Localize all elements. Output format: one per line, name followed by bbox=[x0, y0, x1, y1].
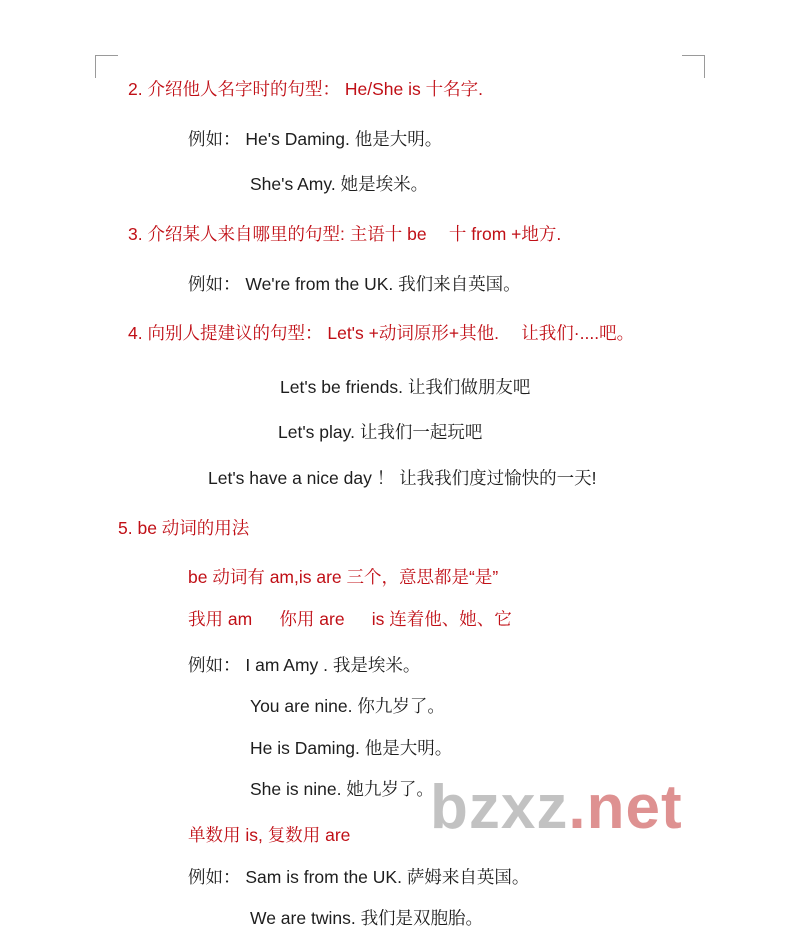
example-label: 例如： bbox=[188, 273, 241, 294]
example-en: She's Amy. bbox=[250, 174, 336, 195]
example-cn: 她九岁了。 bbox=[346, 779, 434, 800]
example-en: Let's play. bbox=[278, 422, 355, 443]
example-cn: 我们来自英国。 bbox=[398, 273, 521, 294]
section-title-cn-5: be 动词的用法 bbox=[137, 517, 250, 538]
example-line bbox=[250, 737, 740, 761]
section-pattern-3: 主语十 be 十 from +地方. bbox=[349, 223, 562, 244]
example-cn: 让我我们度过愉快的一天! bbox=[399, 468, 597, 488]
example-en: We are twins. bbox=[250, 908, 356, 929]
example-line bbox=[250, 907, 740, 931]
example-en: Let's have a nice day ！ bbox=[208, 468, 395, 488]
example-line bbox=[250, 173, 740, 197]
example-cn: 她是埃米。 bbox=[340, 174, 429, 195]
section-pattern-4: Let's +动词原形+其他. 让我们·....吧。 bbox=[327, 323, 635, 344]
section-title-cn-2: 介绍他人名字时的句型： bbox=[147, 79, 340, 99]
example-line bbox=[278, 421, 740, 445]
be-rule-3: 单数用 is, 复数用 are bbox=[188, 825, 351, 845]
section-title-cn-3: 介绍某人来自哪里的句型: bbox=[147, 223, 345, 244]
example-line bbox=[188, 128, 740, 152]
section-heading-4 bbox=[128, 322, 740, 346]
example-cn: 萨姆来自英国。 bbox=[406, 866, 530, 887]
example-en: You are nine. bbox=[250, 696, 353, 717]
section-number-5: 5. bbox=[118, 517, 133, 538]
section-number-4: 4. bbox=[128, 323, 143, 344]
section-heading-5 bbox=[118, 517, 740, 541]
section-heading-3 bbox=[128, 223, 740, 247]
example-label: 例如： bbox=[188, 654, 241, 675]
section-number-2: 2. bbox=[128, 79, 143, 99]
example-cn: 你九岁了。 bbox=[357, 696, 445, 717]
example-line bbox=[250, 778, 740, 802]
example-line bbox=[280, 376, 740, 400]
example-en: He is Daming. bbox=[250, 737, 360, 758]
example-line bbox=[188, 866, 740, 890]
example-en: He's Daming. bbox=[245, 128, 350, 149]
section-heading-2 bbox=[128, 78, 740, 102]
example-en: Sam is from the UK. bbox=[245, 866, 402, 887]
example-en: I am Amy . bbox=[245, 654, 329, 675]
example-cn: 他是大明。 bbox=[364, 737, 453, 758]
example-en: We're from the UK. bbox=[245, 273, 394, 294]
example-cn: 让我们一起玩吧 bbox=[359, 422, 483, 443]
example-cn: 他是大明。 bbox=[354, 128, 443, 149]
watermark-text-primary: bzxz bbox=[430, 773, 569, 842]
crop-mark-top-right bbox=[682, 55, 705, 78]
section-pattern-2: He/She is 十名字. bbox=[344, 79, 483, 99]
example-label: 例如： bbox=[188, 128, 241, 149]
example-line bbox=[250, 695, 740, 719]
example-line bbox=[208, 467, 740, 491]
section-number-3: 3. bbox=[128, 223, 143, 244]
example-en: Let's be friends. bbox=[280, 376, 403, 397]
example-line bbox=[188, 654, 740, 678]
example-en: She is nine. bbox=[250, 779, 342, 800]
example-cn: 让我们做朋友吧 bbox=[407, 376, 531, 397]
crop-mark-top-left bbox=[95, 55, 118, 78]
example-cn: 我们是双胞胎。 bbox=[360, 908, 484, 929]
example-label: 例如： bbox=[188, 866, 241, 887]
example-cn: 我是埃米。 bbox=[332, 654, 421, 675]
section-title-cn-4: 向别人提建议的句型： bbox=[147, 323, 323, 344]
be-rule-1: be 动词有 am,is are 三个，意思都是“是” bbox=[188, 567, 499, 588]
watermark-text-secondary: .net bbox=[568, 773, 683, 842]
be-rule-2: 我用 am 你用 are is 连着他、她、它 bbox=[188, 608, 512, 629]
document-content bbox=[0, 78, 800, 931]
example-line bbox=[188, 273, 740, 297]
